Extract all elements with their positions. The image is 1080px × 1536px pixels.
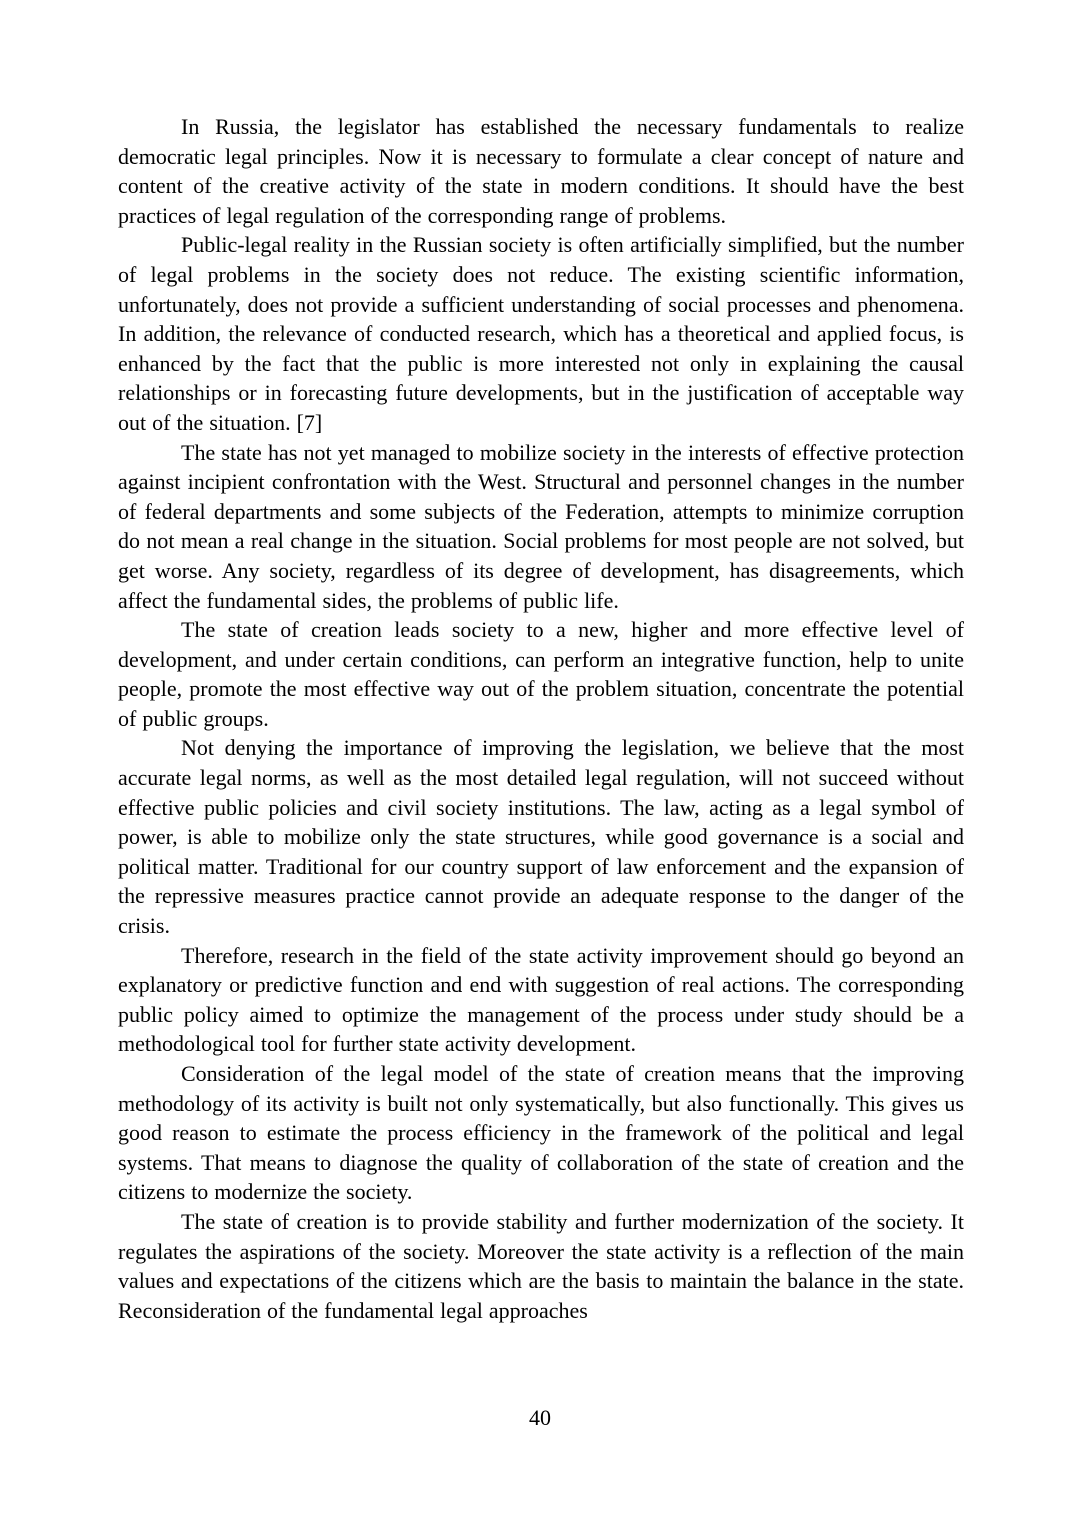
page-number: 40 — [529, 1405, 551, 1430]
paragraph-state-creation-stability: The state of creation is to provide stability and further modernization of the society. It regulates the aspirations of the society. Moreover the state activity is a reflection of the main values and expectations of the citizens which are the basis to maintain the balance in the state. Reconsideration of the fundamental legal approaches — [118, 1208, 964, 1323]
paragraph-not-denying-importance: Not denying the importance of improving the legislation, we believe that the most accurate legal norms, as well as the most detailed legal regulation, will not succeed without effective public policies and civil society institutions. The law, acting as a legal symbol of power, is able to mobilize only the state structures, while good governance is a social and political matter. Traditional for our country support of law enforcement and the expansion of the repressive measures practice cannot provide an adequate response to the danger of the crisis. — [118, 735, 964, 939]
page-body — [118, 112, 964, 1325]
paragraph-state-of-creation-leads: The state of creation leads society to a new, higher and more effective level of development, and under certain conditions, can perform an integrative function, help to unite people, promote the most effective way out of the problem situation, concentrate the potential of public groups. — [118, 617, 964, 731]
paragraph-intro-russia-legislator: In Russia, the legislator has established the necessary fundamentals to realize democratic legal principles. Now it is necessary to formulate a clear concept of nature and content of the creative activity of the state in modern conditions. It should have the best practices of legal regulation of the corresponding range of problems. — [118, 114, 964, 228]
paragraph-consideration-legal-model: Consideration of the legal model of the state of creation means that the improving methodology of its activity is built not only systematically, but also functionally. This gives us good reason to estimate the process efficiency in the framework of the political and legal systems. That means to diagnose the quality of collaboration of the state of creation and the citizens to modernize the society. — [118, 1061, 964, 1205]
paragraph-public-legal-reality: Public-legal reality in the Russian society is often artificially simplified, but the number of legal problems in the society does not reduce. The existing scientific information, unfortunately, does not provide a sufficient understanding of social processes and phenomena. In addition, the relevance of conducted research, which has a theoretical and applied focus, is enhanced by the fact that the public is more interested not only in explaining the causal relationships or in forecasting future developments, but in the justification of acceptable way out of the situation. [7] — [118, 232, 964, 435]
paragraph-state-mobilize-society: The state has not yet managed to mobilize society in the interests of effective protection against incipient confrontation with the West. Structural and personnel changes in the number of federal departments and some subjects of the Federation, attempts to minimize corruption do not mean a real change in the situation. Social problems for most people are not solved, but get worse. Any society, regardless of its degree of development, has disagreements, which affect the fundamental sides, the problems of public life. — [118, 439, 964, 613]
paragraph-therefore-research: Therefore, research in the field of the state activity improvement should go beyond an explanatory or predictive function and end with suggestion of real actions. The corresponding public policy aimed to optimize the management of the process under study should be a methodological tool for further state activity development. — [118, 942, 964, 1057]
